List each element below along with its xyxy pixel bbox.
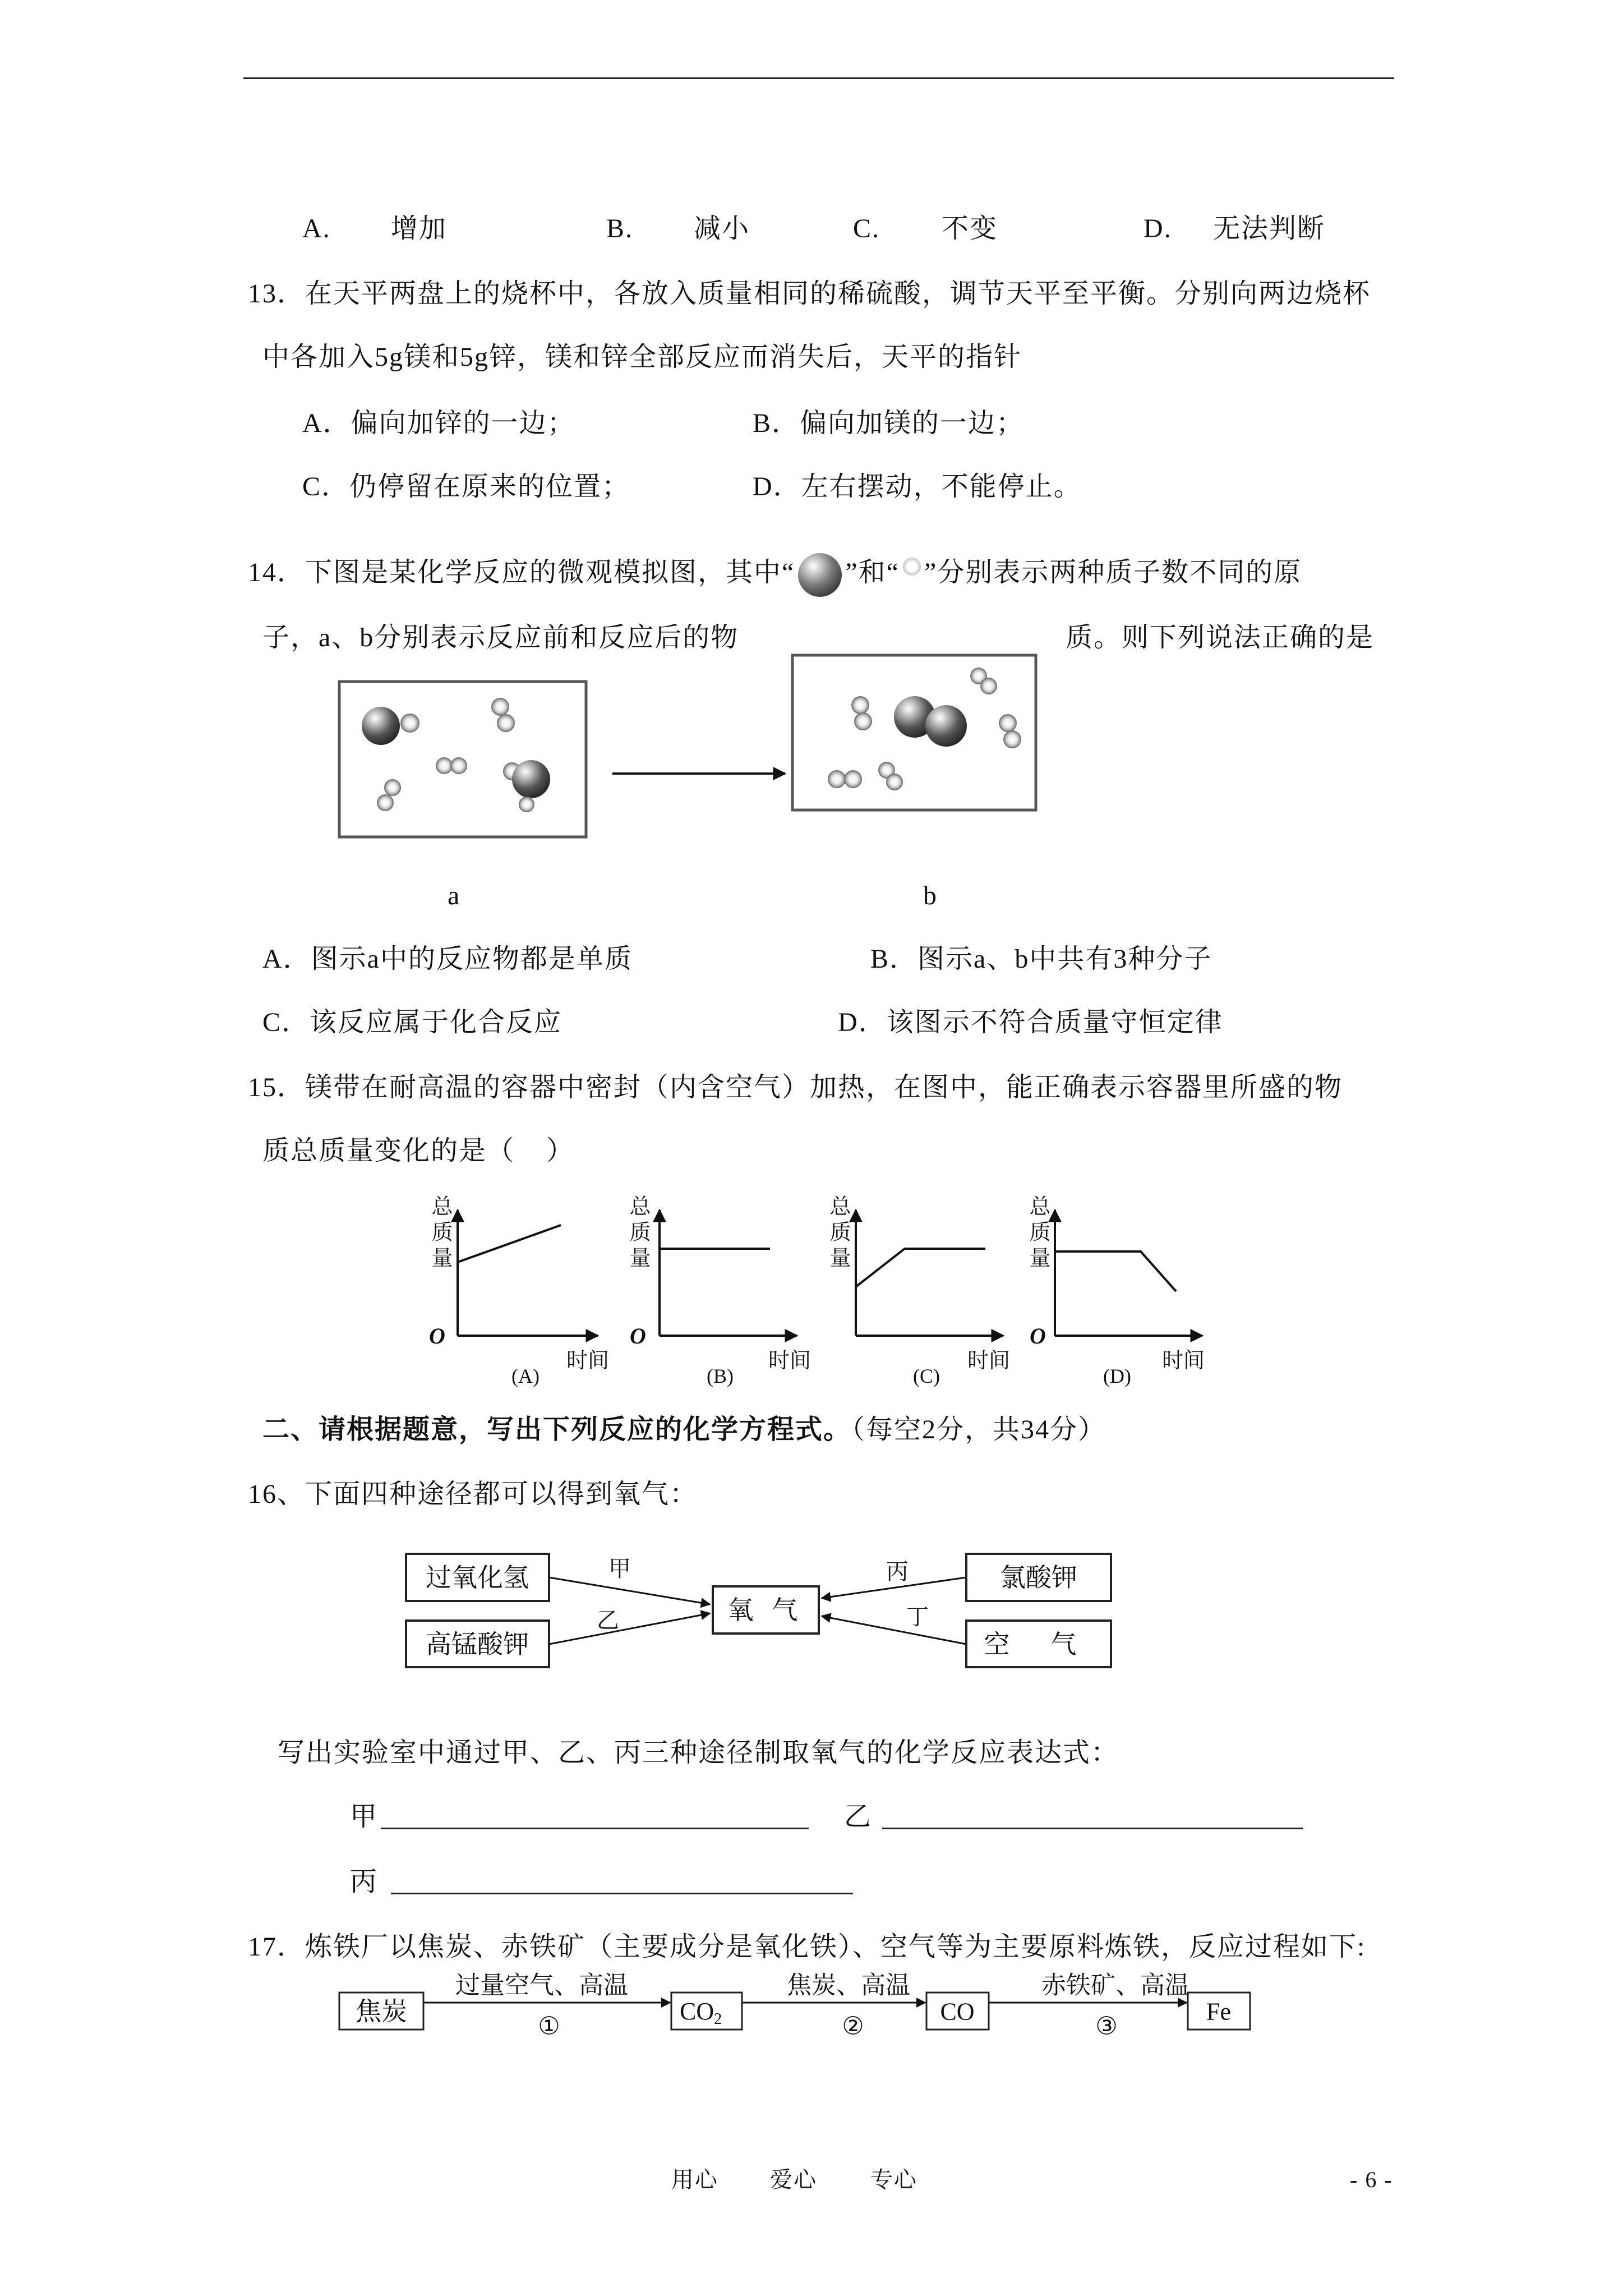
q15-stem-line1: 15．镁带在耐高温的容器中密封（内含空气）加热，在图中，能正确表示容器里所盛的物 — [248, 1073, 1343, 1102]
q14-stem-line2-end: 质。则下列说法正确的是 — [1066, 623, 1375, 652]
small-atom — [1004, 731, 1021, 748]
blank-yi-label: 乙 — [844, 1802, 873, 1832]
q12-option-d-letter: D. — [1144, 214, 1172, 243]
small-atom-icon — [903, 558, 921, 576]
q12-option-c-letter: C. — [853, 214, 880, 243]
potassium-chlorate-label: 氯酸钾 — [1000, 1563, 1077, 1592]
q15-stem-line2: 质总质量变化的是（ ） — [262, 1136, 575, 1166]
blank-jia-label: 甲 — [350, 1802, 379, 1832]
graph-a-ylabel: 总质量 — [428, 1195, 451, 1272]
step2-number: ② — [842, 2012, 864, 2040]
graph-d-xlabel: 时间 — [1162, 1349, 1205, 1373]
q17-stem: 17．炼铁厂以焦炭、赤铁矿（主要成分是氧化铁）、空气等为主要原料炼铁，反应过程如下: — [248, 1932, 1366, 1962]
small-atom — [385, 780, 400, 795]
page-number: - 6 - — [1350, 2167, 1393, 2192]
route-jia-label: 甲 — [608, 1557, 631, 1581]
big-atom — [925, 705, 967, 747]
graph-a — [458, 1210, 598, 1336]
route-yi-arrow — [549, 1613, 710, 1644]
small-atom — [519, 797, 534, 812]
section-2-score-note: （每空2分，共34分） — [851, 1415, 1106, 1444]
small-atom — [451, 758, 467, 774]
graph-c-caption: (C) — [913, 1365, 940, 1387]
small-atom — [401, 714, 419, 732]
graph-c-ylabel: 总质量 — [826, 1195, 850, 1272]
q14-option-a: A．图示a中的反应物都是单质 — [262, 944, 633, 974]
graph-a-origin: O — [429, 1323, 445, 1349]
carbon-monoxide-label: CO — [940, 1998, 975, 2026]
q13-stem-line2: 中各加入5g镁和5g锌，镁和锌全部反应而消失后，天平的指针 — [262, 342, 1022, 372]
route-yi-label: 乙 — [597, 1608, 619, 1633]
reaction-micro-diagram — [331, 645, 1049, 847]
small-atom — [436, 758, 452, 774]
q14-stem-end: ”分别表示两种质子数不同的原 — [924, 558, 1302, 587]
mass-curve — [1055, 1251, 1176, 1291]
q12-option-a-text: 增加 — [391, 214, 448, 243]
graph-b — [660, 1210, 797, 1336]
route-jia-arrow — [549, 1577, 710, 1604]
graph-b-caption: (B) — [707, 1365, 734, 1387]
section-2-heading — [262, 1413, 1106, 1447]
q13-option-d: D．左右摆动，不能停止。 — [753, 472, 1082, 501]
graph-a-caption: (A) — [511, 1365, 540, 1387]
small-atom — [887, 774, 902, 790]
figure-label-b: b — [923, 881, 938, 910]
small-atom — [497, 715, 514, 731]
figure-label-a: a — [448, 881, 461, 910]
mass-curve — [856, 1249, 985, 1287]
small-atom — [377, 795, 393, 811]
q14-option-c: C．该反应属于化合反应 — [262, 1007, 562, 1037]
q12-option-b-text: 减小 — [694, 214, 750, 243]
route-bing-label: 丙 — [886, 1559, 909, 1584]
step3-number: ③ — [1095, 2012, 1118, 2040]
carbon-dioxide-main: CO — [680, 1998, 714, 2025]
small-atom — [828, 771, 845, 788]
oxygen-routes-diagram — [393, 1537, 1133, 1683]
small-atom — [852, 697, 869, 714]
graph-b-origin: O — [630, 1323, 646, 1349]
graph-d-ylabel: 总质量 — [1026, 1195, 1049, 1272]
blank-bing-label: 丙 — [350, 1867, 379, 1897]
graph-d — [1055, 1210, 1202, 1336]
footer-motto-2: 爱心 — [770, 2167, 817, 2192]
step1-number: ① — [538, 2012, 560, 2040]
q12-option-b-letter: B. — [606, 214, 634, 243]
q14-stem-line2-start: 子，a、b分别表示反应前和反应后的物 — [262, 623, 739, 652]
q12-option-a-letter: A. — [302, 214, 331, 243]
q14-option-d: D．该图示不符合质量守恒定律 — [838, 1007, 1223, 1037]
graph-d-origin: O — [1030, 1323, 1046, 1349]
route-ding-arrow — [822, 1616, 966, 1644]
big-atom-icon — [798, 553, 842, 597]
coke-label: 焦炭 — [356, 1997, 407, 2026]
step2-condition: 焦炭、高温 — [787, 1971, 910, 1999]
q14-option-b: B．图示a、b中共有3种分子 — [870, 944, 1212, 974]
big-atom — [362, 707, 400, 745]
small-atom — [999, 715, 1016, 731]
small-atom — [981, 678, 997, 694]
carbon-dioxide-subscript: 2 — [714, 2010, 722, 2028]
q13-option-c: C．仍停留在原来的位置； — [302, 472, 630, 501]
graph-c — [856, 1210, 1003, 1336]
iron-smelting-flow — [331, 1963, 1262, 2053]
q14-stem-line1 — [248, 556, 1302, 591]
q16-instruction: 写出实验室中通过甲、乙、丙三种途径制取氧气的化学反应表达式： — [278, 1738, 1119, 1768]
graph-b-ylabel: 总质量 — [626, 1195, 649, 1272]
q16-stem: 16、下面四种途径都可以得到氧气： — [248, 1479, 698, 1509]
potassium-permanganate-label: 高锰酸钾 — [426, 1630, 529, 1659]
oxygen-label: 氧 气 — [727, 1595, 804, 1625]
blank-bing-answer-line[interactable] — [391, 1893, 853, 1894]
q14-stem-start: 14．下图是某化学反应的微观模拟图，其中“ — [248, 558, 795, 587]
mass-curve — [458, 1225, 561, 1262]
footer-motto-3: 专心 — [870, 2167, 917, 2192]
header-rule — [243, 77, 1394, 79]
q12-option-d-text: 无法判断 — [1213, 214, 1326, 243]
iron-label: Fe — [1206, 1998, 1231, 2026]
q12-option-c-text: 不变 — [942, 214, 998, 243]
route-ding-label: 丁 — [906, 1605, 929, 1630]
section-2-title: 二、请根据题意，写出下列反应的化学方程式。 — [262, 1415, 852, 1444]
footer-motto-1: 用心 — [671, 2167, 718, 2192]
graph-b-xlabel: 时间 — [768, 1349, 811, 1373]
small-atom — [845, 771, 861, 788]
graph-a-xlabel: 时间 — [566, 1349, 610, 1373]
blank-yi-answer-line[interactable] — [882, 1828, 1303, 1829]
mass-time-graphs — [415, 1189, 1234, 1391]
q13-option-b: B．偏向加镁的一边； — [753, 408, 1025, 438]
step1-condition: 过量空气、高温 — [455, 1971, 628, 1999]
graph-d-caption: (D) — [1103, 1365, 1131, 1387]
small-atom — [855, 713, 872, 730]
graphs-drawing — [415, 1189, 1234, 1391]
big-atom — [512, 760, 550, 798]
step3-condition: 赤铁矿、高温 — [1041, 1971, 1189, 1999]
small-atom — [492, 698, 509, 715]
hydrogen-peroxide-label: 过氧化氢 — [426, 1563, 529, 1592]
graph-c-xlabel: 时间 — [967, 1349, 1011, 1373]
blank-jia-answer-line[interactable] — [381, 1828, 809, 1829]
q13-stem-line1: 13．在天平两盘上的烧杯中，各放入质量相同的稀硫酸，调节天平至平衡。分别向两边烧杯 — [248, 279, 1371, 309]
air-label: 空 气 — [984, 1630, 1094, 1659]
q14-stem-mid: ”和“ — [845, 558, 900, 587]
q13-option-a: A．偏向加锌的一边； — [302, 408, 575, 438]
